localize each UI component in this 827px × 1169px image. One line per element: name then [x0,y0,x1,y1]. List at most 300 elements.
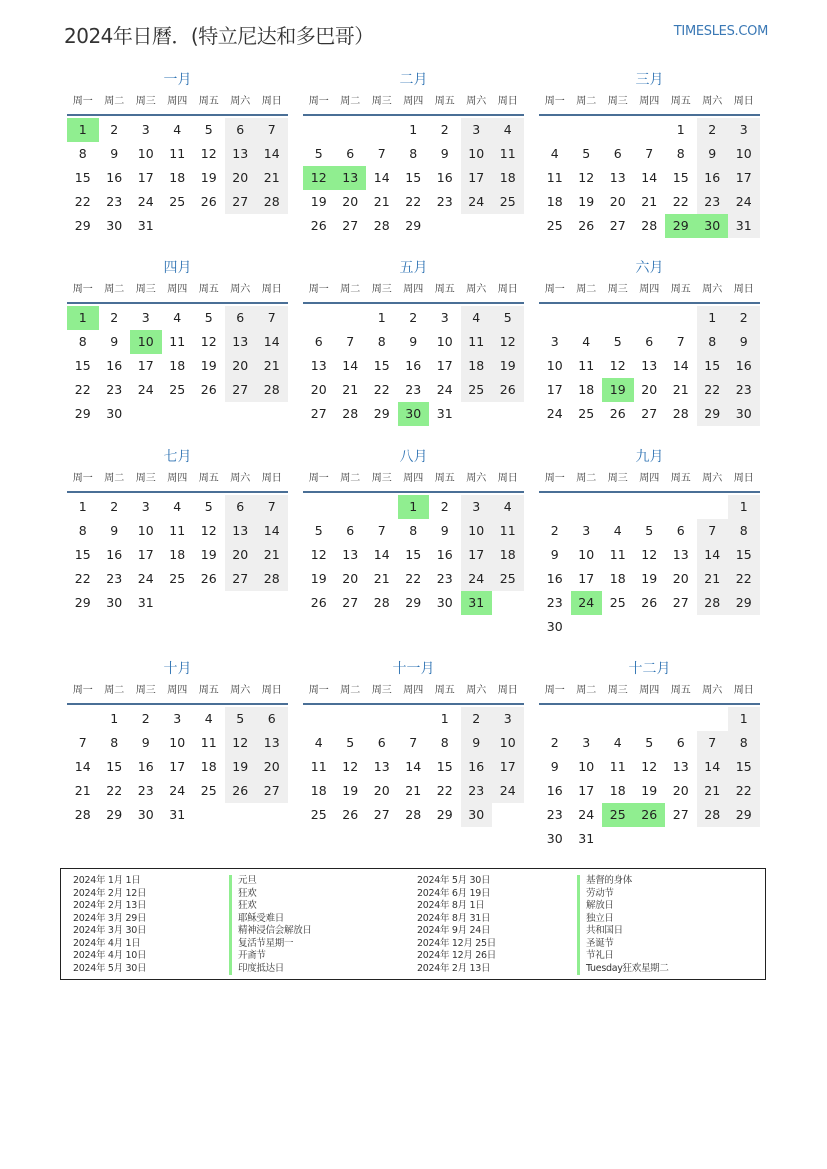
legend-holiday-name: 劳动节 [577,888,669,901]
day-cell: 13 [310,358,327,373]
day-cell: 31 [137,595,154,610]
day-cell: 11 [169,334,186,349]
day-cell: 30 [137,807,154,822]
day-cell: 3 [550,334,559,349]
day-cell: 21 [342,382,359,397]
day-cell: 19 [200,547,217,562]
day-cell: 17 [436,358,453,373]
day-cell: 22 [74,571,91,586]
day-cell: 25 [578,406,595,421]
day-cell: 9 [697,142,729,166]
day-cell: 9 [409,334,418,349]
day-cell: 14 [342,358,359,373]
day-cell: 12 [492,330,524,354]
day-cell: 2 [110,122,119,137]
day-cell: 7 [645,146,654,161]
day-cell: 27 [310,406,327,421]
day-cell: 10 [137,523,154,538]
weekday-header [539,467,760,493]
day-cell: 13 [225,330,257,354]
holiday-day-cell: 10 [130,330,162,354]
day-cell: 16 [106,170,123,185]
weekday-label: 周日 [497,473,518,484]
day-cell: 6 [676,523,685,538]
month-name: 四月 [163,260,192,276]
day-cell: 4 [550,146,559,161]
weekday-label: 周三 [371,685,392,696]
weekday-label: 周二 [340,685,361,696]
weekday-label: 周六 [466,96,487,107]
day-cell: 18 [492,543,524,567]
day-cell: 9 [110,523,119,538]
day-cell: 28 [672,406,689,421]
weekday-label: 周四 [639,473,660,484]
holiday-day-cell: 19 [602,378,634,402]
weekday-label: 周一 [72,473,93,484]
day-cell: 20 [256,755,288,779]
day-cell: 3 [141,310,150,325]
days-grid [303,495,524,615]
day-cell: 17 [578,783,595,798]
day-cell: 14 [256,142,288,166]
day-cell: 11 [578,358,595,373]
day-cell: 31 [578,831,595,846]
weekday-label: 周四 [639,685,660,696]
day-cell: 4 [173,499,182,514]
legend-holiday-name: 复活节星期一 [229,938,312,951]
day-cell: 12 [641,759,658,774]
day-cell: 1 [728,495,760,519]
day-cell: 8 [78,334,87,349]
day-cell: 22 [74,194,91,209]
day-cell: 2 [440,122,449,137]
day-cell: 11 [169,523,186,538]
empty-cell [335,707,367,731]
day-cell: 31 [728,214,760,238]
weekday-label: 周五 [198,96,219,107]
weekday-label: 周一 [308,284,329,295]
day-cell: 1 [440,711,449,726]
day-cell: 27 [342,595,359,610]
day-cell: 6 [225,118,257,142]
day-cell: 22 [697,378,729,402]
weekday-label: 周五 [434,473,455,484]
empty-cell [571,306,603,330]
day-cell: 12 [578,170,595,185]
day-cell: 16 [436,170,453,185]
day-cell: 1 [377,310,386,325]
empty-cell [665,707,697,731]
weekday-label: 周六 [466,685,487,696]
empty-cell [602,707,634,731]
day-cell: 24 [137,571,154,586]
day-cell: 26 [342,807,359,822]
weekday-label: 周日 [497,685,518,696]
weekday-label: 周二 [576,284,597,295]
weekday-label: 周一 [544,473,565,484]
day-cell: 19 [200,170,217,185]
day-cell: 1 [78,499,87,514]
weekday-label: 周五 [434,284,455,295]
legend-date: 2024年 2月 12日 [73,887,147,899]
day-cell: 13 [641,358,658,373]
legend-date: 2024年 3月 30日 [73,925,147,936]
empty-cell [67,707,99,731]
day-cell: 22 [373,382,390,397]
day-cell: 8 [377,334,386,349]
weekday-label: 周四 [167,284,188,295]
weekday-label: 周五 [434,685,455,696]
day-cell: 22 [436,783,453,798]
day-cell: 28 [373,595,390,610]
holiday-day-cell: 30 [697,214,729,238]
empty-cell [634,707,666,731]
weekday-header [539,278,760,304]
day-cell: 2 [141,711,150,726]
day-cell: 1 [110,711,119,726]
day-cell: 24 [137,382,154,397]
month-block [539,258,760,426]
weekday-header [539,679,760,705]
day-cell: 29 [697,402,729,426]
empty-cell [697,495,729,519]
day-cell: 28 [74,807,91,822]
day-cell: 16 [106,547,123,562]
day-cell: 17 [137,170,154,185]
day-cell: 11 [609,547,626,562]
day-cell: 16 [405,358,422,373]
day-cell: 13 [672,547,689,562]
day-cell: 22 [74,382,91,397]
day-cell: 10 [436,334,453,349]
day-cell: 14 [74,759,91,774]
weekday-label: 周日 [497,96,518,107]
day-cell: 2 [461,707,493,731]
empty-cell [665,306,697,330]
month-name: 二月 [399,72,428,88]
day-cell: 28 [256,190,288,214]
day-cell: 16 [546,571,563,586]
day-cell: 29 [373,406,390,421]
day-cell: 10 [169,735,186,750]
day-cell: 5 [314,523,323,538]
weekday-label: 周二 [104,284,125,295]
day-cell: 27 [641,406,658,421]
day-cell: 23 [436,571,453,586]
weekday-label: 周一 [308,96,329,107]
day-cell: 18 [609,571,626,586]
day-cell: 25 [169,571,186,586]
day-cell: 7 [697,731,729,755]
empty-cell [602,306,634,330]
day-cell: 21 [373,194,390,209]
weekday-label: 周一 [308,473,329,484]
day-cell: 21 [641,194,658,209]
day-cell: 14 [256,330,288,354]
day-cell: 20 [225,166,257,190]
day-cell: 5 [645,523,654,538]
day-cell: 23 [728,378,760,402]
day-cell: 26 [578,218,595,233]
day-cell: 13 [342,547,359,562]
weekday-label: 周四 [403,685,424,696]
empty-cell [665,495,697,519]
day-cell: 25 [169,194,186,209]
day-cell: 14 [373,547,390,562]
day-cell: 9 [110,146,119,161]
day-cell: 7 [676,334,685,349]
day-cell: 20 [225,354,257,378]
weekday-label: 周六 [466,284,487,295]
day-cell: 10 [461,519,493,543]
legend-names-col-1 [229,875,312,975]
day-cell: 19 [578,194,595,209]
weekday-label: 周日 [261,685,282,696]
day-cell: 12 [609,358,626,373]
empty-cell [634,306,666,330]
legend-holiday-name: 耶稣受难日 [229,913,312,926]
day-cell: 19 [310,194,327,209]
day-cell: 3 [173,711,182,726]
day-cell: 15 [74,547,91,562]
weekday-label: 周三 [371,96,392,107]
empty-cell [634,118,666,142]
empty-cell [539,495,571,519]
weekday-label: 周三 [135,473,156,484]
day-cell: 17 [546,382,563,397]
day-cell: 11 [200,735,217,750]
day-cell: 19 [225,755,257,779]
day-cell: 6 [645,334,654,349]
day-cell: 10 [137,146,154,161]
weekday-label: 周三 [371,473,392,484]
weekday-label: 周四 [167,96,188,107]
day-cell: 14 [641,170,658,185]
day-cell: 24 [436,382,453,397]
weekday-label: 周三 [135,96,156,107]
legend-date: 2024年 2月 13日 [73,900,147,911]
weekday-header [303,278,524,304]
day-cell: 20 [609,194,626,209]
weekday-header [303,467,524,493]
day-cell: 2 [550,735,559,750]
day-cell: 28 [697,803,729,827]
legend-holiday-name: 狂欢 [229,888,312,901]
days-grid [303,306,524,426]
empty-cell [571,118,603,142]
legend-holiday-name: 元旦 [229,875,312,888]
holiday-day-cell: 24 [571,591,603,615]
day-cell: 4 [492,495,524,519]
weekday-label: 周五 [198,685,219,696]
day-cell: 11 [492,142,524,166]
day-cell: 22 [106,783,123,798]
day-cell: 22 [405,571,422,586]
empty-cell [697,707,729,731]
month-name: 六月 [635,260,664,276]
day-cell: 15 [728,755,760,779]
legend-date: 2024年 12月 26日 [417,950,496,961]
weekday-label: 周日 [733,284,754,295]
day-cell: 25 [461,378,493,402]
weekday-label: 周五 [670,685,691,696]
empty-cell [539,306,571,330]
day-cell: 29 [74,595,91,610]
day-cell: 17 [137,547,154,562]
day-cell: 25 [200,783,217,798]
day-cell: 4 [204,711,213,726]
holiday-day-cell: 31 [461,591,493,615]
day-cell: 30 [728,402,760,426]
day-cell: 26 [200,571,217,586]
day-cell: 23 [436,194,453,209]
day-cell: 17 [169,759,186,774]
legend-holiday-name: 印度抵达日 [229,963,312,976]
day-cell: 15 [672,170,689,185]
day-cell: 26 [641,595,658,610]
days-grid [303,707,524,827]
day-cell: 25 [609,595,626,610]
day-cell: 12 [200,146,217,161]
weekday-label: 周二 [576,685,597,696]
month-name: 十二月 [628,661,671,677]
weekday-label: 周五 [670,473,691,484]
day-cell: 28 [697,591,729,615]
day-cell: 29 [74,406,91,421]
day-cell: 10 [578,547,595,562]
day-cell: 26 [225,779,257,803]
day-cell: 21 [373,571,390,586]
day-cell: 15 [405,170,422,185]
day-cell: 24 [461,190,493,214]
day-cell: 28 [405,807,422,822]
legend-date: 2024年 8月 31日 [417,912,491,924]
legend-holiday-name: 节礼日 [577,950,669,963]
day-cell: 26 [609,406,626,421]
day-cell: 3 [492,707,524,731]
weekday-label: 周一 [72,96,93,107]
day-cell: 18 [310,783,327,798]
weekday-label: 周六 [702,284,723,295]
legend-date: 2024年 4月 10日 [73,950,147,961]
day-cell: 11 [461,330,493,354]
day-cell: 30 [106,218,123,233]
legend-date: 2024年 9月 24日 [417,925,491,936]
empty-cell [366,707,398,731]
day-cell: 3 [582,523,591,538]
day-cell: 27 [672,807,689,822]
weekday-label: 周日 [733,473,754,484]
day-cell: 21 [672,382,689,397]
day-cell: 19 [641,571,658,586]
day-cell: 3 [141,499,150,514]
day-cell: 1 [697,306,729,330]
month-block [303,447,524,615]
weekday-label: 周三 [371,284,392,295]
month-block [67,70,288,238]
day-cell: 23 [405,382,422,397]
days-grid [67,495,288,615]
weekday-label: 周三 [607,96,628,107]
weekday-label: 周四 [167,473,188,484]
legend-holiday-name: 精神浸信会解放日 [229,925,312,938]
day-cell: 25 [169,382,186,397]
day-cell: 18 [546,194,563,209]
legend-date: 2024年 6月 19日 [417,887,491,899]
day-cell: 19 [492,354,524,378]
weekday-label: 周二 [340,96,361,107]
day-cell: 23 [546,807,563,822]
legend-holiday-name: 圣诞节 [577,938,669,951]
month-name: 一月 [163,72,192,88]
day-cell: 7 [256,306,288,330]
day-cell: 17 [461,543,493,567]
day-cell: 13 [609,170,626,185]
day-cell: 8 [728,731,760,755]
day-cell: 9 [110,334,119,349]
day-cell: 5 [314,146,323,161]
day-cell: 5 [645,735,654,750]
day-cell: 16 [546,783,563,798]
day-cell: 6 [256,707,288,731]
legend-holiday-name: 独立日 [577,913,669,926]
legend-holiday-name: 狂欢 [229,900,312,913]
weekday-label: 周五 [434,96,455,107]
day-cell: 9 [461,731,493,755]
day-cell: 17 [137,358,154,373]
day-cell: 15 [728,543,760,567]
day-cell: 13 [672,759,689,774]
day-cell: 11 [492,519,524,543]
day-cell: 18 [169,358,186,373]
empty-cell [398,707,430,731]
day-cell: 27 [225,190,257,214]
day-cell: 1 [728,707,760,731]
day-cell: 17 [492,755,524,779]
day-cell: 14 [373,170,390,185]
day-cell: 7 [377,146,386,161]
holiday-legend [60,868,766,980]
day-cell: 4 [582,334,591,349]
weekday-label: 周二 [576,473,597,484]
day-cell: 12 [200,334,217,349]
day-cell: 24 [461,567,493,591]
weekday-header [67,679,288,705]
day-cell: 2 [728,306,760,330]
day-cell: 5 [492,306,524,330]
holiday-day-cell: 1 [398,495,430,519]
empty-cell [303,306,335,330]
day-cell: 2 [110,499,119,514]
day-cell: 7 [409,735,418,750]
day-cell: 27 [256,779,288,803]
day-cell: 22 [728,567,760,591]
day-cell: 25 [310,807,327,822]
day-cell: 25 [492,190,524,214]
day-cell: 20 [373,783,390,798]
day-cell: 13 [225,519,257,543]
day-cell: 2 [110,310,119,325]
day-cell: 19 [641,783,658,798]
day-cell: 15 [74,358,91,373]
days-grid [539,306,760,426]
month-block [539,659,760,851]
site-brand-link[interactable]: TIMESLES.COM [673,24,768,39]
days-grid [539,118,760,238]
day-cell: 3 [461,118,493,142]
weekday-label: 周六 [230,96,251,107]
month-name: 三月 [635,72,664,88]
